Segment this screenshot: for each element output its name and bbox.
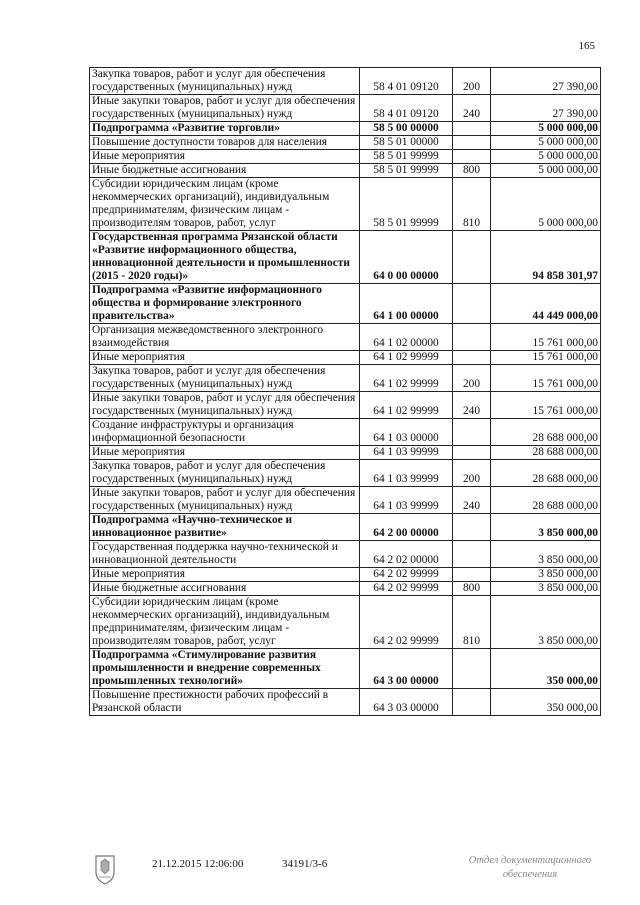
- row-sum-cell: 350 000,00: [491, 689, 601, 716]
- row-sum-cell: 5 000 000,00: [491, 178, 601, 231]
- row-code-cell: 64 1 03 99999: [360, 487, 453, 514]
- row-sum-cell: 5 000 000,00: [491, 164, 601, 178]
- row-code-cell: 64 1 00 00000: [360, 284, 453, 324]
- table-row: [90, 596, 601, 649]
- row-name-cell: Закупка товаров, работ и услуг для обеспечения государственных (муниципальных) нужд: [90, 365, 360, 392]
- row-expense-type-cell: [453, 514, 491, 541]
- stamp-line-2: обеспечения: [502, 869, 558, 880]
- table-row: [90, 582, 601, 596]
- row-name-cell: Организация межведомственного электронного взаимодействия: [90, 324, 360, 351]
- row-expense-type-cell: [453, 324, 491, 351]
- row-sum-cell: 3 850 000,00: [491, 541, 601, 568]
- row-sum-cell: 5 000 000,00: [491, 136, 601, 150]
- row-expense-type-cell: [453, 284, 491, 324]
- table-row: [90, 514, 601, 541]
- row-name-cell: Субсидии юридическим лицам (кроме некоммерческих организаций), индивидуальным предпринимателям, физическим лицам - производителям товаров, работ, услуг: [90, 596, 360, 649]
- row-code-cell: 64 1 02 00000: [360, 324, 453, 351]
- row-code-cell: 58 5 01 00000: [360, 136, 453, 150]
- row-name-cell: Иные закупки товаров, работ и услуг для обеспечения государственных (муниципальных) нужд: [90, 95, 360, 122]
- row-code-cell: 58 5 01 99999: [360, 178, 453, 231]
- table-row: [90, 136, 601, 150]
- row-name-cell: Повышение доступности товаров для населения: [90, 136, 360, 150]
- row-expense-type-cell: [453, 351, 491, 365]
- row-expense-type-cell: 810: [453, 596, 491, 649]
- row-name-cell: Иные закупки товаров, работ и услуг для обеспечения государственных (муниципальных) нужд: [90, 392, 360, 419]
- row-code-cell: 64 3 03 00000: [360, 689, 453, 716]
- row-expense-type-cell: [453, 689, 491, 716]
- row-sum-cell: 3 850 000,00: [491, 596, 601, 649]
- table-row: [90, 689, 601, 716]
- row-name-cell: Повышение престижности рабочих профессий в Рязанской области: [90, 689, 360, 716]
- row-name-cell: Иные мероприятия: [90, 351, 360, 365]
- row-code-cell: 64 1 03 99999: [360, 446, 453, 460]
- row-sum-cell: 27 390,00: [491, 68, 601, 95]
- row-name-cell: Иные закупки товаров, работ и услуг для обеспечения государственных (муниципальных) нужд: [90, 487, 360, 514]
- row-code-cell: 64 0 00 00000: [360, 231, 453, 284]
- table-row: [90, 324, 601, 351]
- row-name-cell: Субсидии юридическим лицам (кроме некоммерческих организаций), индивидуальным предпринимателям, физическим лицам - производителям товаров, работ, услуг: [90, 178, 360, 231]
- row-expense-type-cell: [453, 541, 491, 568]
- table-row: [90, 231, 601, 284]
- footer-date: 21.12.2015 12:06:00: [152, 858, 244, 870]
- coat-of-arms-icon: [92, 852, 118, 886]
- row-name-cell: Иные мероприятия: [90, 568, 360, 582]
- row-name-cell: Иные бюджетные ассигнования: [90, 164, 360, 178]
- table-row: [90, 568, 601, 582]
- row-expense-type-cell: 240: [453, 487, 491, 514]
- row-code-cell: 64 1 03 99999: [360, 460, 453, 487]
- row-name-cell: Государственная поддержка научно-технической и инновационной деятельности: [90, 541, 360, 568]
- budget-table-body: [90, 68, 601, 716]
- row-expense-type-cell: [453, 649, 491, 689]
- row-sum-cell: 28 688 000,00: [491, 446, 601, 460]
- row-code-cell: 64 1 02 99999: [360, 351, 453, 365]
- row-expense-type-cell: [453, 231, 491, 284]
- row-expense-type-cell: [453, 136, 491, 150]
- row-sum-cell: 28 688 000,00: [491, 419, 601, 446]
- row-sum-cell: 5 000 000,00: [491, 150, 601, 164]
- row-code-cell: 64 1 03 00000: [360, 419, 453, 446]
- row-expense-type-cell: [453, 150, 491, 164]
- table-row: [90, 487, 601, 514]
- row-sum-cell: 28 688 000,00: [491, 460, 601, 487]
- row-code-cell: 64 2 02 00000: [360, 541, 453, 568]
- row-name-cell: Иные мероприятия: [90, 446, 360, 460]
- row-sum-cell: 3 850 000,00: [491, 568, 601, 582]
- row-name-cell: Иные мероприятия: [90, 150, 360, 164]
- row-name-cell: Подпрограмма «Стимулирование развития промышленности и внедрение современных промышленных технологий»: [90, 649, 360, 689]
- row-name-cell: Иные бюджетные ассигнования: [90, 582, 360, 596]
- table-row: [90, 460, 601, 487]
- row-sum-cell: 15 761 000,00: [491, 365, 601, 392]
- stamp-line-1: Отдел документационного: [468, 855, 592, 866]
- table-row: [90, 446, 601, 460]
- row-code-cell: 58 4 01 09120: [360, 95, 453, 122]
- row-code-cell: 58 5 01 99999: [360, 150, 453, 164]
- row-sum-cell: 15 761 000,00: [491, 392, 601, 419]
- row-code-cell: 64 2 00 00000: [360, 514, 453, 541]
- row-code-cell: 64 2 02 99999: [360, 568, 453, 582]
- table-row: [90, 649, 601, 689]
- row-code-cell: 64 2 02 99999: [360, 596, 453, 649]
- row-expense-type-cell: 800: [453, 164, 491, 178]
- row-sum-cell: 27 390,00: [491, 95, 601, 122]
- budget-table: [89, 67, 601, 716]
- row-expense-type-cell: 800: [453, 582, 491, 596]
- table-row: [90, 392, 601, 419]
- table-row: [90, 178, 601, 231]
- table-row: [90, 68, 601, 95]
- department-stamp: [440, 854, 620, 882]
- row-name-cell: Подпрограмма «Развитие информационного общества и формирование электронного правительства»: [90, 284, 360, 324]
- row-expense-type-cell: 200: [453, 460, 491, 487]
- table-row: [90, 164, 601, 178]
- table-row: [90, 284, 601, 324]
- row-sum-cell: 350 000,00: [491, 649, 601, 689]
- row-expense-type-cell: [453, 419, 491, 446]
- row-expense-type-cell: [453, 122, 491, 136]
- row-code-cell: 58 5 01 99999: [360, 164, 453, 178]
- row-name-cell: Закупка товаров, работ и услуг для обеспечения государственных (муниципальных) нужд: [90, 68, 360, 95]
- row-code-cell: 64 1 02 99999: [360, 392, 453, 419]
- row-expense-type-cell: 240: [453, 95, 491, 122]
- row-code-cell: 58 5 00 00000: [360, 122, 453, 136]
- page-footer: [0, 852, 640, 902]
- row-code-cell: 58 4 01 09120: [360, 68, 453, 95]
- row-name-cell: Государственная программа Рязанской области «Развитие информационного общества, инновационной деятельности и промышленности (2015 - 2020 годы)»: [90, 231, 360, 284]
- table-row: [90, 365, 601, 392]
- row-name-cell: Создание инфраструктуры и организация информационной безопасности: [90, 419, 360, 446]
- row-expense-type-cell: [453, 446, 491, 460]
- page-number: 165: [578, 40, 595, 52]
- row-sum-cell: 5 000 000,00: [491, 122, 601, 136]
- row-code-cell: 64 2 02 99999: [360, 582, 453, 596]
- row-expense-type-cell: 200: [453, 365, 491, 392]
- row-name-cell: Подпрограмма «Развитие торговли»: [90, 122, 360, 136]
- footer-document-number: 34191/3-6: [282, 858, 328, 870]
- row-sum-cell: 3 850 000,00: [491, 582, 601, 596]
- row-expense-type-cell: 810: [453, 178, 491, 231]
- row-sum-cell: 28 688 000,00: [491, 487, 601, 514]
- row-expense-type-cell: 240: [453, 392, 491, 419]
- row-name-cell: Подпрограмма «Научно-техническое и инновационное развитие»: [90, 514, 360, 541]
- row-sum-cell: 15 761 000,00: [491, 324, 601, 351]
- row-sum-cell: 15 761 000,00: [491, 351, 601, 365]
- row-name-cell: Закупка товаров, работ и услуг для обеспечения государственных (муниципальных) нужд: [90, 460, 360, 487]
- row-sum-cell: 94 858 301,97: [491, 231, 601, 284]
- table-row: [90, 419, 601, 446]
- table-row: [90, 122, 601, 136]
- row-sum-cell: 3 850 000,00: [491, 514, 601, 541]
- row-code-cell: 64 3 00 00000: [360, 649, 453, 689]
- table-row: [90, 351, 601, 365]
- row-expense-type-cell: [453, 568, 491, 582]
- table-row: [90, 150, 601, 164]
- row-expense-type-cell: 200: [453, 68, 491, 95]
- row-sum-cell: 44 449 000,00: [491, 284, 601, 324]
- table-row: [90, 95, 601, 122]
- table-row: [90, 541, 601, 568]
- row-code-cell: 64 1 02 99999: [360, 365, 453, 392]
